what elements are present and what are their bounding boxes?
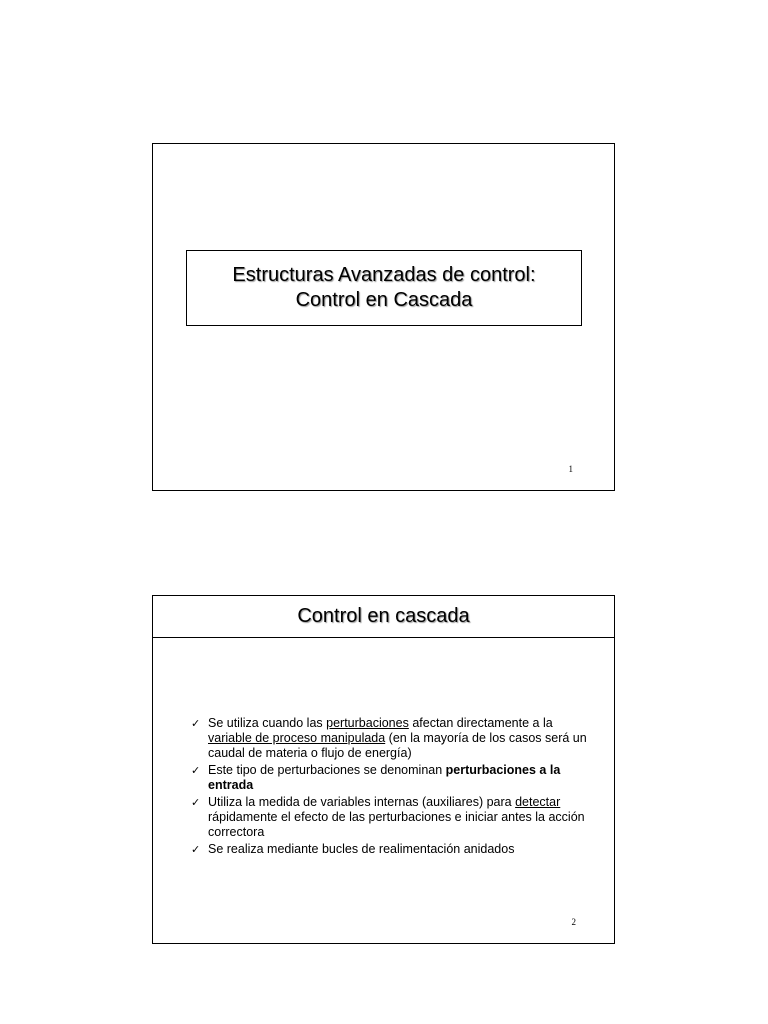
slide-2-page-number: 2 [571,917,576,927]
bullet-text: Este tipo de perturbaciones se denominan [208,763,446,777]
slide-1 [152,143,615,491]
check-icon: ✓ [191,843,201,856]
bullet-text-underlined: detectar [515,795,561,809]
bullet-text: Utiliza la medida de variables internas (auxiliares) para [208,795,516,809]
bullet-text: rápidamente el efecto de las perturbaciones e iniciar antes la acción correctora [208,810,585,839]
check-icon: ✓ [191,717,201,730]
bullet-list [191,716,591,859]
slide-1-page-number: 1 [568,464,573,474]
slide-1-title-line-2: Control en Cascada [295,289,473,311]
bullet-item [191,763,591,793]
bullet-text: Se utiliza cuando las [208,716,327,730]
slide-2-title: Control en cascada [153,596,614,638]
slide-1-title-box [186,250,582,326]
bullet-text: afectan directamente a la [408,716,553,730]
slide-1-title-line-1: Estructuras Avanzadas de control: [232,264,536,286]
bullet-item [191,716,591,761]
slide-2 [152,595,615,944]
bullet-item [191,842,591,857]
bullet-item [191,795,591,840]
bullet-text-underlined: perturbaciones [326,716,409,730]
check-icon: ✓ [191,764,201,777]
bullet-text: (en la mayoría de los casos será un caudal de materia o flujo de energía) [208,731,587,760]
bullet-text: Se realiza mediante bucles de realimentación anidados [208,842,515,856]
bullet-text-underlined: variable de proceso manipulada [208,731,386,745]
check-icon: ✓ [191,796,201,809]
bullet-text-bold: perturbaciones a la entrada [208,763,561,792]
